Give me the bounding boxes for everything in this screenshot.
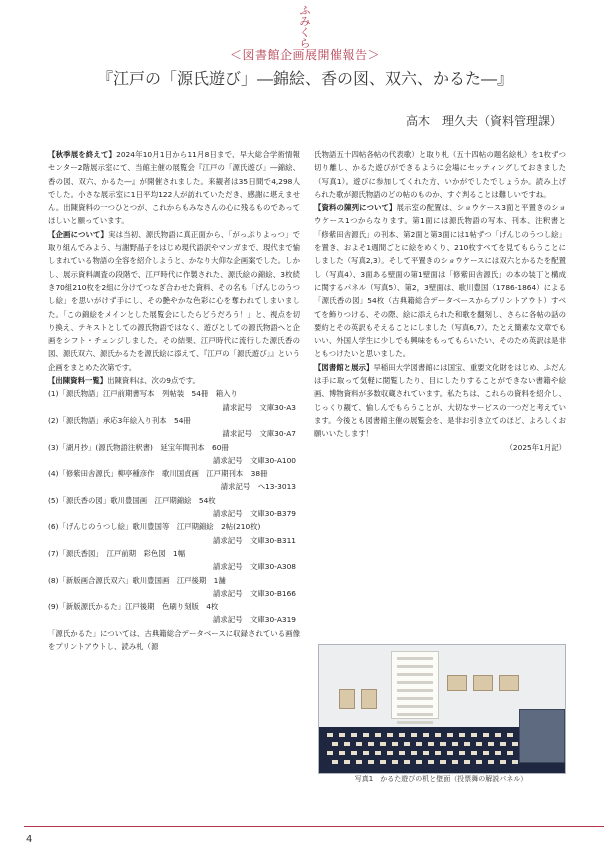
karuta-card bbox=[447, 733, 453, 737]
photo-frame bbox=[473, 675, 493, 691]
karuta-card bbox=[483, 751, 489, 755]
footer-rule bbox=[24, 826, 604, 827]
call-number: 請求記号 文庫30-A3 bbox=[222, 402, 296, 412]
list-item: (7)「源氏香図」 江戸前期 彩色図 1幅 請求記号 文庫30-A308 bbox=[48, 547, 300, 574]
karuta-card bbox=[435, 733, 441, 737]
items-heading: 【出陳資料一覧】 bbox=[48, 376, 108, 386]
karuta-card bbox=[440, 760, 446, 764]
karuta-card bbox=[423, 751, 429, 755]
karuta-card bbox=[452, 760, 458, 764]
photo-frame bbox=[361, 689, 377, 709]
list-item: (3)「湖月抄」(源氏物語注釈書) 延宝年間刊本 60冊 請求記号 文庫30-A100 bbox=[48, 441, 300, 468]
karuta-card bbox=[495, 751, 501, 755]
list-item: (1)「源氏物語」江戸前期書写本 列帖装 54冊 箱入り 請求記号 文庫30-A3 bbox=[48, 387, 300, 414]
karuta-card bbox=[356, 760, 362, 764]
karuta-card bbox=[428, 760, 434, 764]
karuta-card bbox=[404, 742, 410, 746]
call-number: 請求記号 文庫30-A7 bbox=[222, 429, 296, 439]
karuta-card bbox=[399, 733, 405, 737]
karuta-card bbox=[500, 742, 506, 746]
karuta-card bbox=[375, 733, 381, 737]
karuta-card bbox=[392, 760, 398, 764]
karuta-card bbox=[488, 760, 494, 764]
list-item: (9)「新版源氏かるた」江戸後期 色刷り刻版 4枚 請求記号 文庫30-A319 bbox=[48, 600, 300, 627]
right-column bbox=[314, 148, 566, 454]
intro-text: 2024年10月1日から11月8日まで、早大総合学術情報センター2階展示室にて、当館主催の展覧会『江戸の「源氏遊び」―錦絵、香の図、双六、かるた―』が開催されました。来観者は35日間で4,298人でした。小さな展示室に1日平均122人が訪れていただき、感謝に堪えません。出陳資料の一つひとつが、これからもみなさんの心に残るものであってほしいと願っています。 bbox=[48, 150, 300, 226]
call-number: 請求記号 文庫30-B166 bbox=[213, 588, 296, 598]
left-column bbox=[48, 148, 300, 653]
items-paragraph bbox=[48, 374, 300, 387]
karuta-card bbox=[404, 760, 410, 764]
karuta-card bbox=[459, 733, 465, 737]
karuta-card bbox=[435, 751, 441, 755]
layout-paragraph bbox=[314, 201, 566, 361]
karuta-card bbox=[507, 751, 513, 755]
author-line: 高木 理久夫（資料管理課） bbox=[405, 114, 562, 128]
call-number: 請求記号 文庫30-A308 bbox=[213, 562, 296, 572]
layout-heading: 【資料の陳列について】 bbox=[314, 203, 397, 213]
list-item: (8)「新版画合源氏双六」歌川豊国画 江戸後期 1舗 請求記号 文庫30-B166 bbox=[48, 574, 300, 601]
karuta-card bbox=[332, 760, 338, 764]
written-date: （2025年1月記） bbox=[505, 442, 566, 452]
items-intro: 出陳資料は、次の9点です。 bbox=[107, 376, 200, 386]
karuta-card bbox=[428, 742, 434, 746]
karuta-card bbox=[500, 760, 506, 764]
karuta-card bbox=[387, 751, 393, 755]
karuta-card bbox=[363, 733, 369, 737]
call-number: 請求記号 文庫30-A319 bbox=[213, 615, 296, 625]
karuta-card bbox=[399, 751, 405, 755]
plan-text: 実は当初、源氏物語に真正面から、「がっぷりよっつ」で取り組んでみよう、与謝野晶子をはじめ現代語訳やマンガまで、現代まで愉しまれている物語の全容を紹介しようと、かなり大仰な企画案でした。しかし、展示資料調査の段階で、江戸時代に作製された、源氏絵の錦絵、3枚続き70組210枚を2組に分けてつなぎ合わせた資料、その名も「げんじのうつし絵」を思いがけず手にし、その艶やかな色彩に心を奪われてしまいました。「この錦絵をメインとした展覧会にしたらどうだろう！」と、視点を切り換え、テキストとしての源氏物語ではなく、遊びとしての源氏物語へと企画をシフト・チェンジしました。その結果、江戸時代に流行した源氏香の図、源氏双六、源氏かるたを源氏絵に添えて、『江戸の「源氏遊び」』という企画をまとめた次第です。 bbox=[48, 229, 300, 372]
karuta-card bbox=[512, 760, 518, 764]
article-title: 『江戸の「源氏遊び」―錦絵、香の図、双六、かるた―』 bbox=[96, 69, 513, 88]
karuta-card bbox=[339, 751, 345, 755]
intro-paragraph bbox=[48, 148, 300, 228]
karuta-card bbox=[464, 760, 470, 764]
display-box bbox=[519, 709, 565, 763]
list-item: (4)「修紫田舎源氏」柳亭種彦作 歌川国貞画 江戸期刊本 38冊 請求記号 へ13-3013 bbox=[48, 467, 300, 494]
section-label: ＜図書館企画展開催報告＞ bbox=[229, 48, 380, 62]
karuta-card bbox=[356, 742, 362, 746]
karuta-card bbox=[380, 742, 386, 746]
karuta-card bbox=[327, 751, 333, 755]
karuta-card bbox=[476, 760, 482, 764]
karuta-card bbox=[423, 733, 429, 737]
call-number: 請求記号 へ13-3013 bbox=[220, 482, 296, 492]
karuta-card bbox=[495, 733, 501, 737]
karuta-card bbox=[416, 760, 422, 764]
karuta-card bbox=[344, 742, 350, 746]
karuta-card bbox=[452, 742, 458, 746]
explanation-panel bbox=[391, 651, 439, 719]
karuta-card bbox=[459, 751, 465, 755]
list-item: (2)「源氏物語」承応3年絵入り刊本 54冊 請求記号 文庫30-A7 bbox=[48, 414, 300, 441]
intro-heading: 【秋季展を終えて】 bbox=[48, 150, 117, 159]
karuta-card bbox=[327, 733, 333, 737]
exhibition-photo bbox=[318, 644, 566, 774]
list-item: (5)「源氏香の図」歌川豊国画 江戸期錦絵 54枚 請求記号 文庫30-B379 bbox=[48, 494, 300, 521]
karuta-card bbox=[332, 742, 338, 746]
library-paragraph bbox=[314, 361, 566, 441]
karuta-card bbox=[447, 751, 453, 755]
layout-text: 展示室の配置は、ショウケース3面と平置きのショウケース1つからなります。第1面には源氏物語の写本、刊本、注釈書と「修紫田舎源氏」の刊本、第2面と第3面には1帖ずつ「げんじのうつし絵」を置き、およそ1週間ごとに絵をめくり、210枚すべてを見てもらうことにしました（写真2,3）。そして平置きのショウケースには双六とかるたを配置し（写真4）、3面ある壁面の第1壁面は「修紫田舎源氏」の本の装丁と構成に関するパネル（写真5）、第2，3壁面は、歌川豊国（1786-1864）による「源氏香の図」54枚（古典籍総合データベースからプリントアウト）すべてを飾りつける、その際、絵に添えられた和歌を翻刻し、さらに各帖の話の要約とその英訳もそえることにしました（写真6,7）。たとえ簡素な文章でもいい、外国人学生に少しでも興味をもってもらいたい、そのため英訳は是非ともつけたいと思いました。 bbox=[314, 203, 566, 359]
library-heading: 【図書館と展示】 bbox=[314, 362, 374, 372]
karuta-card bbox=[363, 751, 369, 755]
page-number: 4 bbox=[26, 834, 33, 845]
karuta-card bbox=[476, 742, 482, 746]
photo-caption: 写真1 かるた遊びの机と壁面（投票舞の解説パネル） bbox=[354, 775, 528, 783]
list-item: (6)「げんじのうつし絵」歌川豊国等 江戸期錦絵 2帖(210枚) 請求記号 文庫30-B311 bbox=[48, 520, 300, 547]
karuta-card bbox=[351, 733, 357, 737]
karuta-card bbox=[368, 760, 374, 764]
plan-paragraph bbox=[48, 228, 300, 374]
karuta-card bbox=[471, 751, 477, 755]
karuta-card bbox=[375, 751, 381, 755]
call-number: 請求記号 文庫30-B379 bbox=[213, 509, 296, 519]
karuta-card bbox=[368, 742, 374, 746]
karuta-card bbox=[507, 733, 513, 737]
items-list bbox=[48, 387, 300, 626]
karuta-card bbox=[344, 760, 350, 764]
karuta-card bbox=[351, 751, 357, 755]
karuta-paragraph: 「源氏かるた」については、古典籍総合データベースに収録されている画像をプリントアウトし、読み札（源 bbox=[48, 628, 300, 651]
photo-frame bbox=[447, 675, 467, 691]
karuta-card bbox=[380, 760, 386, 764]
plan-heading: 【企画について】 bbox=[48, 229, 109, 239]
karuta-card bbox=[440, 742, 446, 746]
karuta-card bbox=[471, 733, 477, 737]
karuta-card bbox=[411, 733, 417, 737]
call-number: 請求記号 文庫30-A100 bbox=[213, 455, 296, 465]
karuta-card bbox=[464, 742, 470, 746]
karuta-card bbox=[339, 733, 345, 737]
library-text: 早稲田大学図書館には国宝、重要文化財をはじめ、ふだんは手に取って気軽に閲覧したり、目にしたりすることができない書籍や絵画、博物資料が多数収蔵されています。私たちは、これらの資料を紹介し、じっくり観て、愉しんでもらうことが、大切なサービスの一つだと考えています。今後とも図書館主催の展覧会を、是非お引き立てのほど、よろしくお願いいたします！ bbox=[314, 362, 566, 439]
newsletter-logo: ふ み く ら bbox=[299, 4, 311, 50]
karuta-card bbox=[483, 733, 489, 737]
photo-frame bbox=[339, 689, 355, 709]
karuta-card bbox=[392, 742, 398, 746]
photo-frame bbox=[499, 675, 519, 691]
karuta-card bbox=[411, 751, 417, 755]
karuta-card bbox=[512, 742, 518, 746]
karuta-card bbox=[387, 733, 393, 737]
karuta-card bbox=[488, 742, 494, 746]
continuation-paragraph: 氏物語五十四帖各帖の代表歌）と取り札（五十四帖の題名絵札）を1枚ずつ切り離し、かるた遊びができるように会場にセッティングしておきました（写真1）。遊びに参加してくれた方、いかがでしたでしょうか。読み上げられた歌が源氏物語のどの帖のものか、すぐ判ることは難しいですね。 bbox=[314, 150, 566, 199]
karuta-card bbox=[416, 742, 422, 746]
call-number: 請求記号 文庫30-B311 bbox=[213, 535, 296, 545]
